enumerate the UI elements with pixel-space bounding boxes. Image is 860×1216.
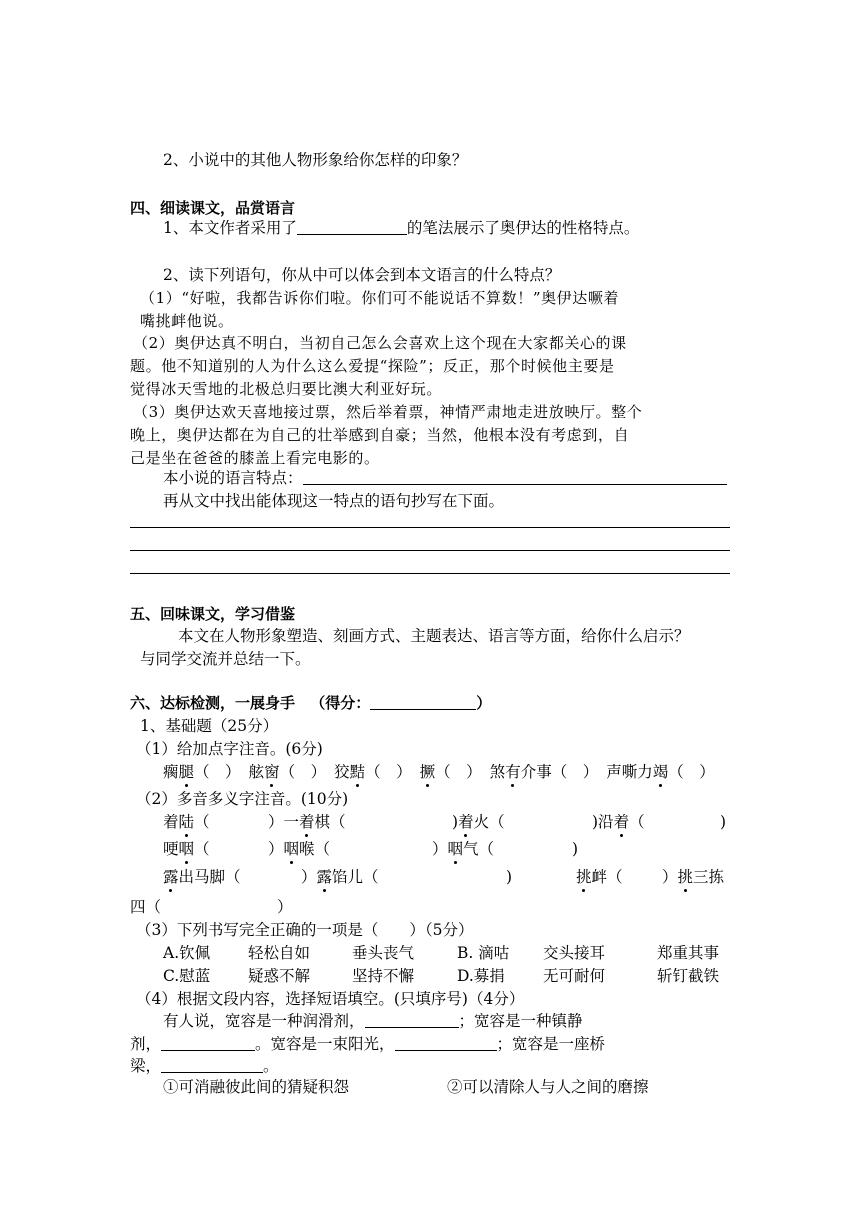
pinyin-item [334,763,412,781]
feature-blank[interactable] [303,468,727,485]
polyphone-item [720,813,726,831]
score-blank[interactable] [370,693,476,710]
polyphone-item-text: 气（ [463,840,495,858]
choice-word: 交头接耳 [543,944,606,962]
polyphone-cell [592,812,645,832]
polyphone-item-text: 三拣 [693,868,725,886]
polyphone-cell [163,839,210,859]
fill-line-3 [130,1056,279,1076]
section4-q2: 2、读下列语句，你从中可以体会到本文语言的什么特点？ [163,266,561,284]
polyphone-item [268,840,330,858]
polyphone-item [163,840,210,858]
example3-line2: 晚上，奥伊达都在为自己的壮举感到自豪；当然，他根本没有考虑到，自 [130,426,630,444]
fill-text: ；宽容是一座桥 [496,1035,606,1053]
choice-word: D.募捐 [457,967,505,985]
pinyin-item-text: （ ） [668,763,715,781]
polyphone-item-text: ) [506,868,513,886]
q1-before: 1、本文作者采用了 [163,219,297,237]
dotted-character: 着 [458,813,474,831]
dotted-character: 撅 [419,763,436,781]
choice-word: 坚持不懈 [352,967,415,985]
continuation-close: ） [277,898,293,916]
dotted-character: 黠 [349,763,366,781]
pinyin-item-text: 煞 [489,763,506,781]
option-1: ①可消融彼此间的猜疑积怨 [163,1078,350,1096]
fill-line-2 [130,1034,605,1054]
dotted-character: 竭 [652,763,669,781]
pinyin-item-text: （ ） [194,763,241,781]
pinyin-item [490,763,599,781]
q1-blank[interactable] [297,218,407,235]
fill-text: ；宽容是一种镇静 [458,1012,583,1030]
pinyin-item-text: （ ） [279,763,327,781]
polyphone-item [452,813,505,831]
pinyin-item-text: 声嘶力 [606,763,653,781]
score-close: ） [476,694,492,712]
pinyin-item-text: 舷 [248,763,265,781]
section5-title: 五、回味课文，学习借鉴 [130,605,296,623]
example3-line1: （3）奥伊达欢天喜地接过票，然后举着票，神情严肃地走进放映厅。整个 [133,403,643,421]
part1-title: （1）给加点字注音。(6分) [136,740,323,758]
polyphone-item [432,840,494,858]
polyphone-row-3-continuation [130,897,293,917]
polyphone-item [506,868,512,886]
pinyin-item-text: 瘸 [163,763,179,781]
polyphone-item-text: 喉（ [299,840,331,858]
dotted-character: 着 [613,813,630,831]
polyphone-cell [576,867,623,887]
example2-line3: 觉得冰天雪地的北极总归要比澳大利亚好玩。 [130,380,443,398]
polyphone-cell [268,839,330,859]
section6-header [130,693,491,713]
answer-line[interactable] [130,550,730,551]
choice-word: 轻松自如 [248,944,311,962]
polyphone-item-text: ） [432,840,448,858]
pinyin-item-text: 介事（ ） [520,763,599,781]
polyphone-item-text: （ [194,813,210,831]
polyphone-item-text: )沿 [592,813,614,831]
fill-text: 。宽容是一束阳光， [255,1035,395,1053]
polyphone-cell [506,867,512,887]
dotted-character: 陆 [178,813,195,831]
polyphone-item-text: 棋（ [314,813,346,831]
polyphone-cell [163,867,241,887]
fill-text: 。 [263,1057,279,1075]
pinyin-item [249,763,327,781]
section4-q1 [163,218,639,238]
polyphone-item [301,868,379,886]
pinyin-item [420,763,482,781]
part2-title: （2）多音多义字注音。(10分) [136,790,349,808]
polyphone-item-text: 哽 [163,840,179,858]
dotted-character: 腿 [178,763,195,781]
polyphone-item-text: （ [629,813,645,831]
pinyin-item-text: （ ） [365,763,412,781]
dotted-character: 挑 [677,868,694,886]
choice-word: 垂头丧气 [352,944,415,962]
polyphone-item-text: ) [452,813,459,831]
example2-line1: （2）奥伊达真不明白，当初自己怎么会喜欢上这个现在大家都关心的课 [133,334,627,352]
polyphone-item-text: （ [194,840,210,858]
polyphone-item-text: 着 [163,813,179,831]
fill-blank[interactable] [161,1034,255,1051]
polyphone-item-text: ） [301,868,317,886]
fill-line-1 [163,1011,583,1031]
polyphone-item [268,813,346,831]
section6-title: 六、达标检测，一展身手 [130,694,296,712]
basic-questions: 1、基础题（25分） [140,717,279,735]
polyphone-cell [301,867,379,887]
dotted-character: 着 [299,813,315,831]
choice-word: 斩钉截铁 [657,967,720,985]
choice-word: 疑惑不解 [248,967,311,985]
fill-text: 梁， [130,1057,162,1075]
fill-blank[interactable] [365,1011,459,1028]
answer-line[interactable] [130,573,730,574]
example1-line2: 嘴挑衅他说。 [140,312,234,330]
polyphone-item [576,868,623,886]
pinyin-item-text: （ ） [435,763,482,781]
polyphone-item-text: ) [720,813,727,831]
dotted-character: 咽 [283,840,300,858]
dotted-character: 咽 [178,840,195,858]
example3-line3: 己是坐在爸爸的膝盖上看完电影的。 [130,449,380,467]
polyphone-cell [662,867,724,887]
part3-title: （3）下列书写完全正确的一项是（ ）（5分） [136,921,474,939]
fill-text: 剂， [130,1035,162,1053]
language-feature [163,468,727,488]
feature-label: 本小说的语言特点： [163,469,303,487]
choice-word: B. 滴咕 [457,944,510,962]
polyphone-item-text: ）一 [268,813,300,831]
choice-word: 无可耐何 [543,967,606,985]
q1-after: 的笔法展示了奥伊达的性格特点。 [406,219,640,237]
fill-blank[interactable] [161,1056,263,1073]
answer-line[interactable] [130,527,730,528]
copy-prompt: 再从文中找出能体现这一特点的语句抄写在下面。 [163,492,505,510]
fill-text: 有人说，宽容是一种润滑剂， [163,1012,365,1030]
pinyin-item-text: 狡 [334,763,350,781]
polyphone-cell [452,812,505,832]
dotted-character: 露 [316,868,333,886]
section5-line1: 本文在人物形象塑造、刻画方式、主题表达、语言等方面，给你什么启示？ [178,627,690,645]
polyphone-item [163,868,241,886]
dotted-character: 挑 [576,868,592,886]
polyphone-item [592,813,645,831]
polyphone-cell [572,839,578,859]
pinyin-item [163,763,241,781]
fill-blank[interactable] [395,1034,497,1051]
example1-line1: （1）“好啦，我都告诉你们啦。你们可不能说话不算数！”奥伊达噘着 [140,289,620,307]
choice-word: C.慰蓝 [163,967,211,985]
part4-title: （4）根据文段内容，选择短语填空。(只填序号)（4分） [136,990,525,1008]
polyphone-cell [268,812,346,832]
option-2: ②可以清除人与人之间的磨擦 [447,1078,649,1096]
example2-line2: 题。他不知道别的人为什么这么爱提“探险”；反正，那个时候他主要是 [130,357,615,375]
pinyin-row [163,762,723,782]
dotted-character: 有 [505,763,521,781]
dotted-character: 窗 [264,763,280,781]
polyphone-item-text: ） [662,868,678,886]
polyphone-item [163,813,210,831]
choice-word: 郑重其事 [657,944,720,962]
polyphone-item-text: 衅（ [591,868,623,886]
polyphone-item-text: 火（ [473,813,505,831]
dotted-character: 咽 [447,840,464,858]
polyphone-item-text: 馅儿（ [332,868,379,886]
choice-word: A.钦佩 [163,944,211,962]
continuation-text: 四（ [130,898,162,916]
section4-title: 四、细读课文，品赏语言 [130,199,296,217]
dotted-character: 露 [163,868,179,886]
polyphone-item-text: 出马脚（ [178,868,241,886]
polyphone-item-text: ) [572,840,579,858]
polyphone-cell [432,839,494,859]
polyphone-item-text: ） [268,840,284,858]
section5-line2: 与同学交流并总结一下。 [140,650,311,668]
polyphone-item [662,868,724,886]
polyphone-item [572,840,578,858]
pinyin-item [606,763,715,781]
polyphone-cell [163,812,210,832]
question-other-characters: 2、小说中的其他人物形象给你怎样的印象？ [163,151,468,169]
score-label: （得分： [310,694,371,712]
polyphone-cell [720,812,726,832]
